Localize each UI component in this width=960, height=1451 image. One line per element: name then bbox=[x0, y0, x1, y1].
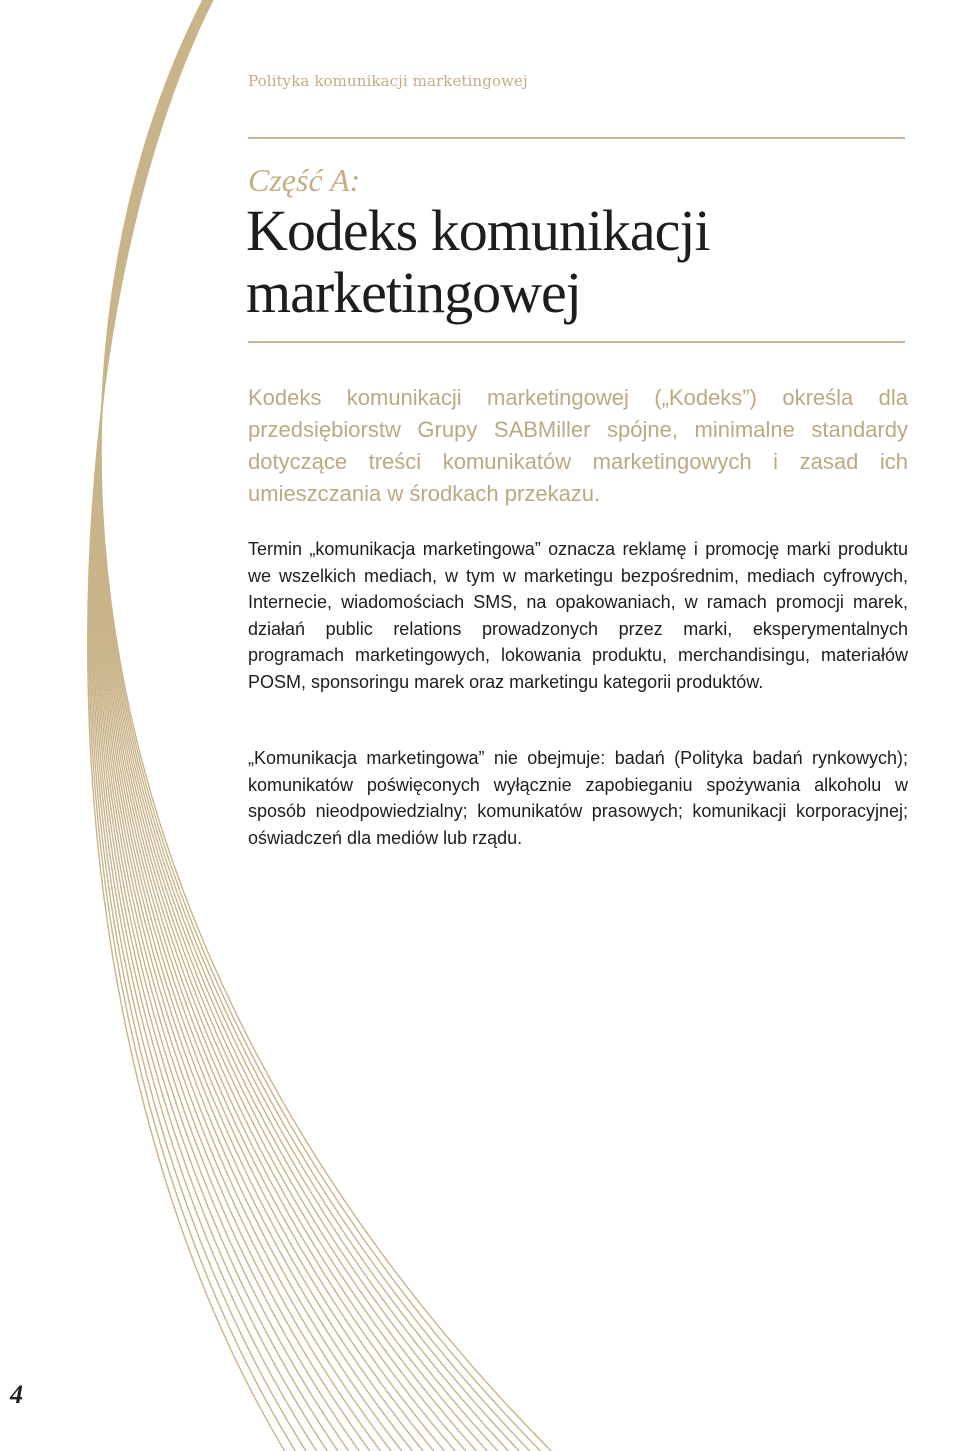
running-title: Polityka komunikacji marketingowej bbox=[248, 72, 528, 90]
top-divider bbox=[248, 137, 905, 139]
lead-paragraph: Kodeks komunikacji marketingowej („Kodeks”) określa dla przedsiębiorstw Grupy SABMiller spójne, minimalne standardy dotyczące treści komunikatów marketingowych i zasad ich umieszczania w środkach przekazu. bbox=[248, 385, 908, 506]
body-paragraph-exclusions: „Komunikacja marketingowa” nie obejmuje: badań (Polityka badań rynkowych); komunikatów poświęconych wyłącznie zapobieganiu spożywania alkoholu w sposób nieodpowiedzialny; komunikatów prasowych; komunikacji korporacyjnej; oświadczeń dla mediów lub rządu. bbox=[248, 748, 908, 848]
page-number: 4 bbox=[10, 1380, 23, 1409]
body-paragraph-definition: Termin „komunikacja marketingowa” oznacza reklamę i promocję marki produktu we wszelkich mediach, w tym w marketingu bezpośrednim, mediach cyfrowych, Internecie, wiadomościach SMS, na opakowaniach, w ramach promocji marek, działań public relations prowadzonych przez marki, eksperymentalnych programach marketingowych, lokowania produktu, merchandisingu, materiałów POSM, sponsoringu marek oraz marketingu kategorii produktów. bbox=[248, 539, 908, 692]
title-divider bbox=[248, 341, 905, 343]
part-label: Część A: bbox=[248, 162, 361, 198]
page-title: Kodeks komunikacji marketingowej bbox=[246, 198, 710, 325]
